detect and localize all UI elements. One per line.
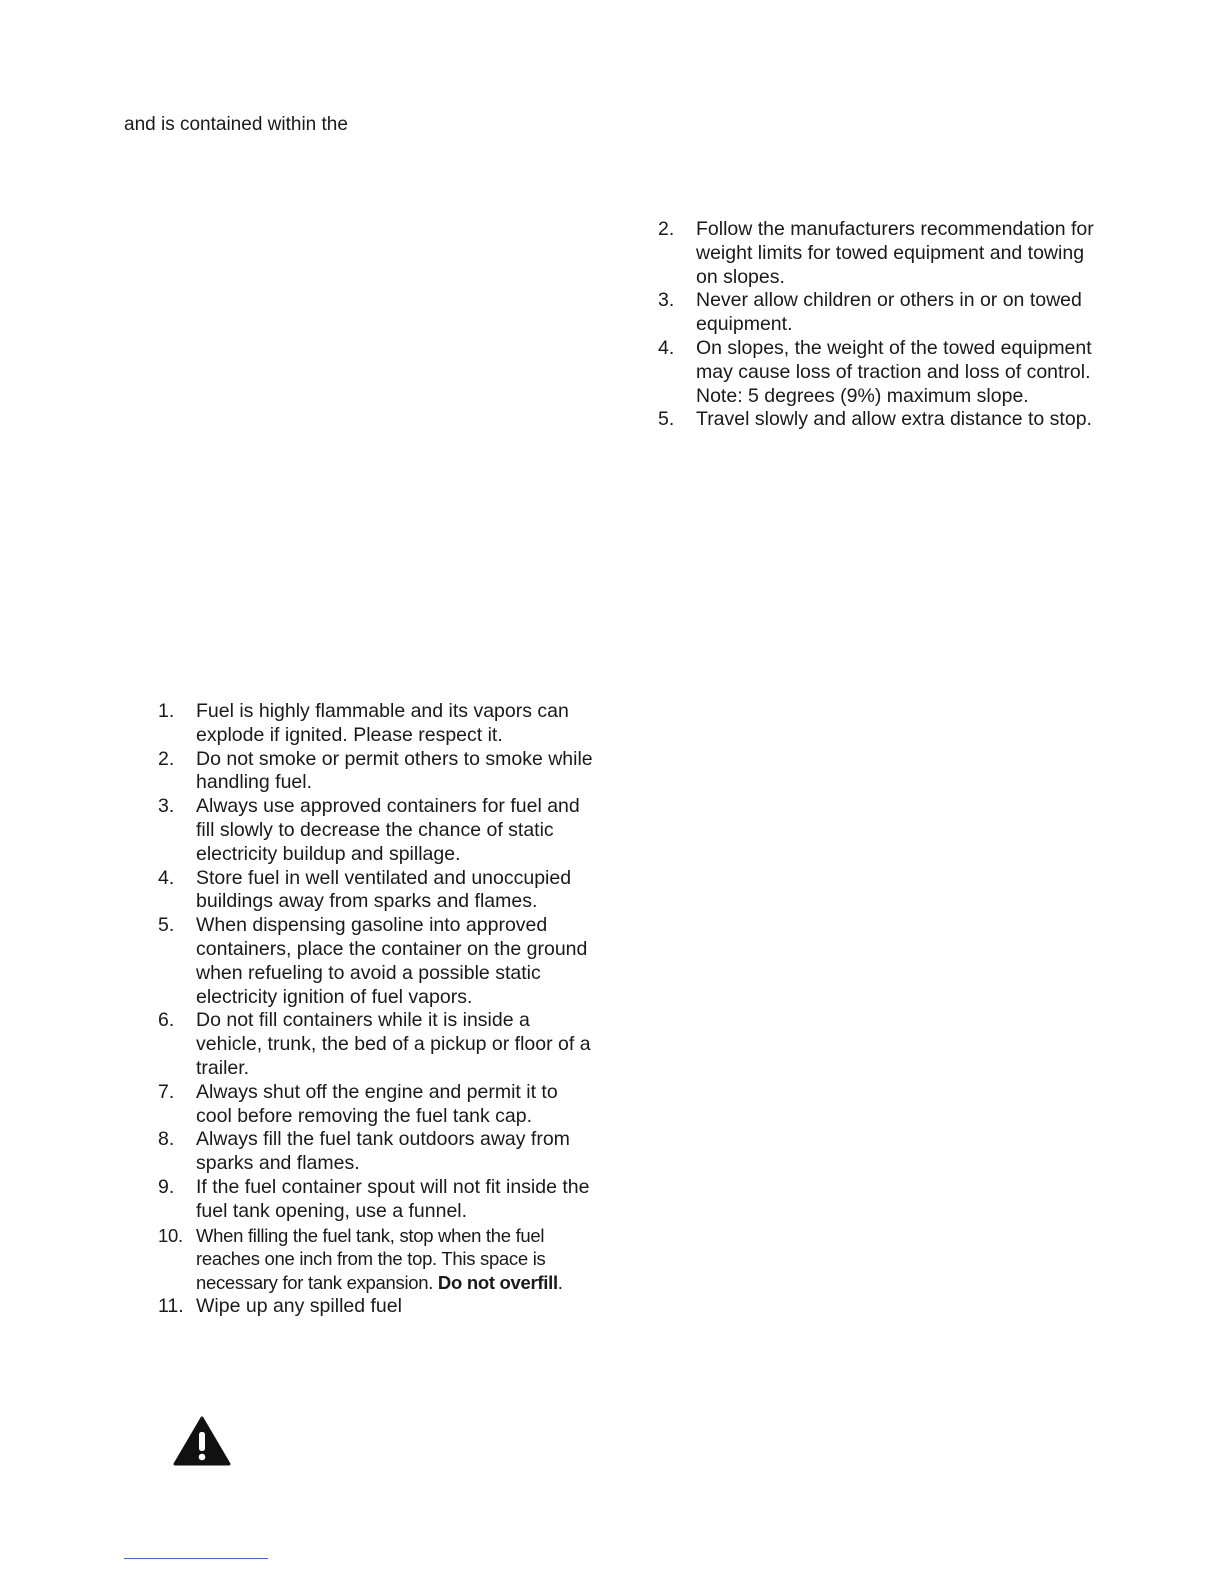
footnote-divider <box>124 1558 268 1559</box>
list-item <box>658 218 1098 289</box>
item-number: 2. <box>158 747 175 770</box>
list-item <box>158 867 598 915</box>
item-text: If the fuel container spout will not fit inside the fuel tank opening, use a funnel. <box>196 1175 590 1222</box>
list-item <box>158 1176 598 1224</box>
item-text: Travel slowly and allow extra distance to stop. <box>696 408 1092 431</box>
item-text: On slopes, the weight of the towed equipment may cause loss of traction and loss of control. Note: 5 degrees (9%) maximum slope. <box>696 336 1092 407</box>
item-number: 2. <box>658 218 675 240</box>
item-text: Always use approved containers for fuel and fill slowly to decrease the chance of static electricity buildup and spillage. <box>196 795 580 865</box>
list-item <box>158 914 598 1009</box>
item-number: 8. <box>158 1128 175 1151</box>
list-item <box>658 289 1098 337</box>
item-text: Always shut off the engine and permit it to cool before removing the fuel tank cap. <box>196 1080 558 1127</box>
item-text-trail: . <box>557 1272 563 1294</box>
list-item <box>658 337 1098 408</box>
item-text: Do not fill containers while it is inside a vehicle, trunk, the bed of a pickup or floor of a trailer. <box>196 1009 591 1079</box>
towing-safety-list <box>658 218 1098 432</box>
item-text: Fuel is highly flammable and its vapors can explode if ignited. Please respect it. <box>196 700 569 746</box>
item-number: 6. <box>158 1009 175 1032</box>
item-number: 11. <box>158 1294 184 1317</box>
item-number: 3. <box>158 795 175 818</box>
list-item <box>158 1081 598 1129</box>
item-number: 10. <box>158 1224 183 1246</box>
paragraph-fragment: and is contained within the <box>124 114 348 135</box>
fuel-safety-list <box>158 700 598 1319</box>
warning-triangle-icon <box>172 1415 232 1467</box>
list-item <box>158 700 598 748</box>
list-item <box>158 1128 598 1176</box>
list-item <box>158 795 598 866</box>
list-item <box>158 748 598 796</box>
item-text: Never allow children or others in or on towed equipment. <box>696 289 1082 336</box>
item-text: When dispensing gasoline into approved containers, place the container on the ground when refueling to avoid a possible static electricity ignition of fuel vapors. <box>196 914 588 1008</box>
item-text: Always fill the fuel tank outdoors away from sparks and flames. <box>196 1128 570 1175</box>
list-item <box>158 1224 598 1295</box>
item-number: 5. <box>658 408 675 431</box>
item-number: 5. <box>158 914 175 937</box>
emphasis-text: Do not overfill <box>437 1272 558 1294</box>
item-number: 7. <box>158 1080 175 1103</box>
item-text: Wipe up any spilled fuel <box>196 1294 402 1317</box>
list-item <box>158 1295 598 1319</box>
item-number: 3. <box>658 289 675 312</box>
item-number: 4. <box>158 866 175 889</box>
item-text: Follow the manufacturers recommendation for weight limits for towed equipment and towing on slopes. <box>696 218 1094 288</box>
item-text: Do not smoke or permit others to smoke while handling fuel. <box>196 747 593 794</box>
item-number: 1. <box>158 700 175 722</box>
item-text: Store fuel in well ventilated and unoccupied buildings away from sparks and flames. <box>196 866 572 913</box>
item-text: When filling the fuel tank, stop when the fuel reaches one inch from the top. This space is necessary for tank expansion. <box>196 1224 546 1294</box>
list-item <box>658 408 1098 432</box>
item-number: 4. <box>658 336 675 359</box>
list-item <box>158 1009 598 1080</box>
item-number: 9. <box>158 1175 175 1198</box>
